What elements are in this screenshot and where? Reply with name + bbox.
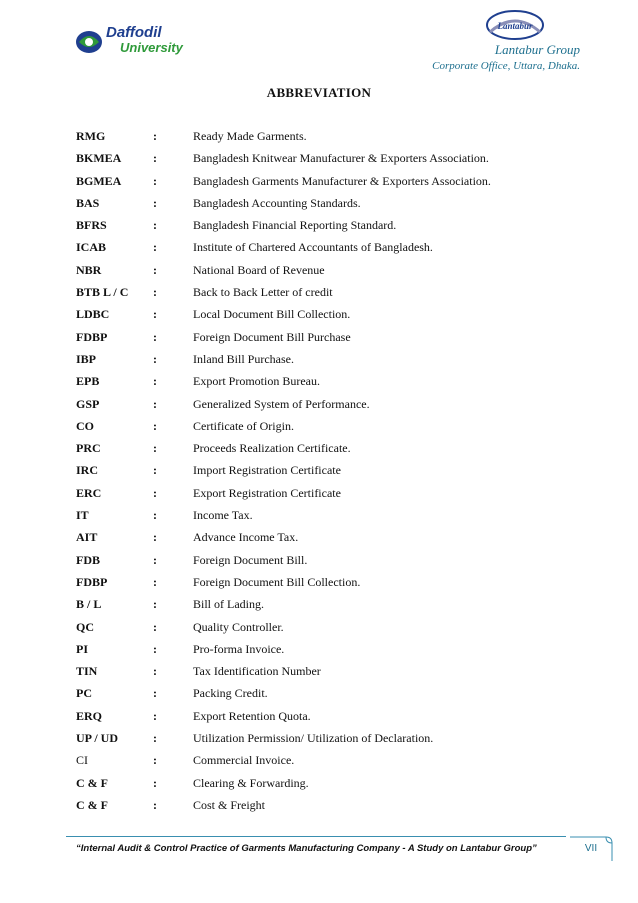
abbreviation-term: ICAB <box>76 240 107 255</box>
abbreviation-term: FDBP <box>76 329 108 344</box>
abbreviation-row <box>76 173 596 195</box>
abbreviation-term: UP / UD <box>76 731 118 746</box>
abbreviation-term: PC <box>76 686 92 701</box>
abbreviation-separator: : <box>153 686 157 701</box>
abbreviation-term: IT <box>76 508 89 523</box>
abbreviation-separator: : <box>153 129 157 143</box>
abbreviation-separator: : <box>153 619 157 634</box>
abbreviation-definition: Institute of Chartered Accountants of Bangladesh. <box>193 240 433 255</box>
abbreviation-term: EPB <box>76 374 100 389</box>
abbreviation-definition: National Board of Revenue <box>193 262 325 277</box>
abbreviation-definition: Commercial Invoice. <box>193 753 295 768</box>
abbreviation-term: LDBC <box>76 307 110 322</box>
abbreviation-separator: : <box>153 441 157 456</box>
abbreviation-definition: Import Registration Certificate <box>193 463 341 478</box>
abbreviation-definition: Local Document Bill Collection. <box>193 307 351 322</box>
abbreviation-separator: : <box>153 641 157 656</box>
abbreviation-definition: Generalized System of Performance. <box>193 396 370 411</box>
abbreviation-row <box>76 529 596 551</box>
abbreviation-separator: : <box>153 485 157 500</box>
abbreviation-row <box>76 462 596 484</box>
abbreviation-separator: : <box>153 731 157 746</box>
abbreviation-separator: : <box>153 753 157 768</box>
abbreviation-term: PRC <box>76 441 101 456</box>
abbreviation-term: BTB L / C <box>76 285 129 300</box>
abbreviation-row <box>76 685 596 707</box>
abbreviation-definition: Certificate of Origin. <box>193 418 294 433</box>
abbreviation-definition: Clearing & Forwarding. <box>193 775 309 790</box>
company-name: Lantabur Group <box>494 42 580 57</box>
abbreviation-separator: : <box>153 374 157 389</box>
abbreviation-row <box>76 485 596 507</box>
abbreviation-separator: : <box>153 240 157 255</box>
abbreviation-term: BGMEA <box>76 173 122 188</box>
abbreviation-row <box>76 150 596 172</box>
abbreviation-term: C & F <box>76 775 108 790</box>
abbreviation-definition: Foreign Document Bill. <box>193 552 308 567</box>
abbreviation-definition: Export Retention Quota. <box>193 708 311 723</box>
abbreviation-definition: Inland Bill Purchase. <box>193 351 294 366</box>
abbreviation-row <box>76 552 596 574</box>
company-address: Corporate Office, Uttara, Dhaka. <box>432 60 580 72</box>
abbreviation-separator: : <box>153 418 157 433</box>
abbreviation-definition: Back to Back Letter of credit <box>193 285 333 300</box>
abbreviation-row <box>76 797 596 819</box>
lantabur-logo-wordmark: Lantabur <box>497 21 533 31</box>
abbreviation-row <box>76 663 596 685</box>
abbreviation-separator: : <box>153 797 157 812</box>
abbreviation-row <box>76 284 596 306</box>
abbreviation-row <box>76 708 596 730</box>
abbreviation-row <box>76 641 596 663</box>
abbreviation-separator: : <box>153 508 157 523</box>
abbreviation-definition: Income Tax. <box>193 508 253 523</box>
abbreviation-definition: Bangladesh Accounting Standards. <box>193 195 361 210</box>
abbreviation-row <box>76 752 596 774</box>
abbreviation-term: AIT <box>76 530 98 545</box>
abbreviation-term: NBR <box>76 262 102 277</box>
abbreviation-term: CI <box>76 753 88 768</box>
abbreviation-term: BKMEA <box>76 151 122 166</box>
abbreviation-term: FDB <box>76 552 100 567</box>
abbreviation-row <box>76 262 596 284</box>
abbreviation-term: QC <box>76 619 94 634</box>
lantabur-group-logo <box>484 8 546 42</box>
abbreviation-definition: Tax Identification Number <box>193 664 321 679</box>
abbreviation-row <box>76 217 596 239</box>
abbreviation-row <box>76 596 596 618</box>
abbreviation-definition: Bangladesh Garments Manufacturer & Exporters Association. <box>193 173 491 188</box>
abbreviation-row <box>76 306 596 328</box>
abbreviation-row <box>76 329 596 351</box>
abbreviation-separator: : <box>153 307 157 322</box>
abbreviation-term: PI <box>76 641 88 656</box>
abbreviation-separator: : <box>153 195 157 210</box>
abbreviation-term: RMG <box>76 129 106 143</box>
abbreviation-definition: Foreign Document Bill Purchase <box>193 329 351 344</box>
abbreviation-separator: : <box>153 151 157 166</box>
daffodil-university-logo <box>74 22 204 56</box>
abbreviation-term: BFRS <box>76 218 107 233</box>
abbreviation-term: CO <box>76 418 94 433</box>
abbreviation-separator: : <box>153 173 157 188</box>
abbreviation-row <box>76 239 596 261</box>
abbreviation-row <box>76 195 596 217</box>
abbreviation-separator: : <box>153 552 157 567</box>
page-title: ABBREVIATION <box>266 85 372 100</box>
abbreviation-definition: Bangladesh Knitwear Manufacturer & Exporters Association. <box>193 151 489 166</box>
abbreviation-term: IRC <box>76 463 99 478</box>
abbreviation-separator: : <box>153 597 157 612</box>
abbreviation-definition: Bill of Lading. <box>193 597 264 612</box>
abbreviation-definition: Advance Income Tax. <box>193 530 299 545</box>
abbreviation-row <box>76 396 596 418</box>
abbreviation-definition: Bangladesh Financial Reporting Standard. <box>193 218 397 233</box>
abbreviation-row <box>76 351 596 373</box>
abbreviation-row <box>76 373 596 395</box>
abbreviation-separator: : <box>153 463 157 478</box>
abbreviation-row <box>76 507 596 529</box>
abbreviation-term: FDBP <box>76 574 108 589</box>
abbreviation-row <box>76 440 596 462</box>
abbreviation-term: GSP <box>76 396 100 411</box>
abbreviation-row <box>76 775 596 797</box>
abbreviation-separator: : <box>153 351 157 366</box>
abbreviation-definition: Ready Made Garments. <box>193 129 307 143</box>
abbreviation-separator: : <box>153 329 157 344</box>
abbreviation-separator: : <box>153 664 157 679</box>
footer-citation: “Internal Audit & Control Practice of Garments Manufacturing Company - A Study on Lantabur Group” <box>76 843 537 854</box>
abbreviation-term: C & F <box>76 797 108 812</box>
abbreviation-separator: : <box>153 218 157 233</box>
footer-divider <box>66 836 566 837</box>
abbreviation-term: BAS <box>76 195 100 210</box>
daffodil-logo-wordmark-1: Daffodil <box>106 24 162 41</box>
abbreviation-term: ERQ <box>76 708 103 723</box>
abbreviation-definition: Packing Credit. <box>193 686 268 701</box>
page-number: VII <box>584 843 598 854</box>
abbreviation-definition: Export Promotion Bureau. <box>193 374 320 389</box>
daffodil-logo-wordmark-2: University <box>120 40 183 55</box>
abbreviation-separator: : <box>153 530 157 545</box>
abbreviation-separator: : <box>153 396 157 411</box>
abbreviation-row <box>76 730 596 752</box>
abbreviation-separator: : <box>153 775 157 790</box>
abbreviation-term: IBP <box>76 351 97 366</box>
abbreviation-row <box>76 128 596 150</box>
abbreviation-definition: Export Registration Certificate <box>193 485 341 500</box>
abbreviation-separator: : <box>153 574 157 589</box>
abbreviation-row <box>76 574 596 596</box>
abbreviation-definition: Utilization Permission/ Utilization of Declaration. <box>193 731 434 746</box>
abbreviation-term: TIN <box>76 664 98 679</box>
abbreviation-separator: : <box>153 285 157 300</box>
abbreviation-definition: Pro-forma Invoice. <box>193 641 285 656</box>
abbreviation-definition: Proceeds Realization Certificate. <box>193 441 351 456</box>
abbreviation-term: ERC <box>76 485 102 500</box>
abbreviation-definition: Quality Controller. <box>193 619 284 634</box>
abbreviation-term: B / L <box>76 597 102 612</box>
abbreviation-separator: : <box>153 262 157 277</box>
abbreviation-row <box>76 619 596 641</box>
abbreviation-row <box>76 418 596 440</box>
abbreviation-separator: : <box>153 708 157 723</box>
abbreviation-definition: Foreign Document Bill Collection. <box>193 574 361 589</box>
abbreviation-definition: Cost & Freight <box>193 797 266 812</box>
abbreviation-list <box>76 128 596 819</box>
